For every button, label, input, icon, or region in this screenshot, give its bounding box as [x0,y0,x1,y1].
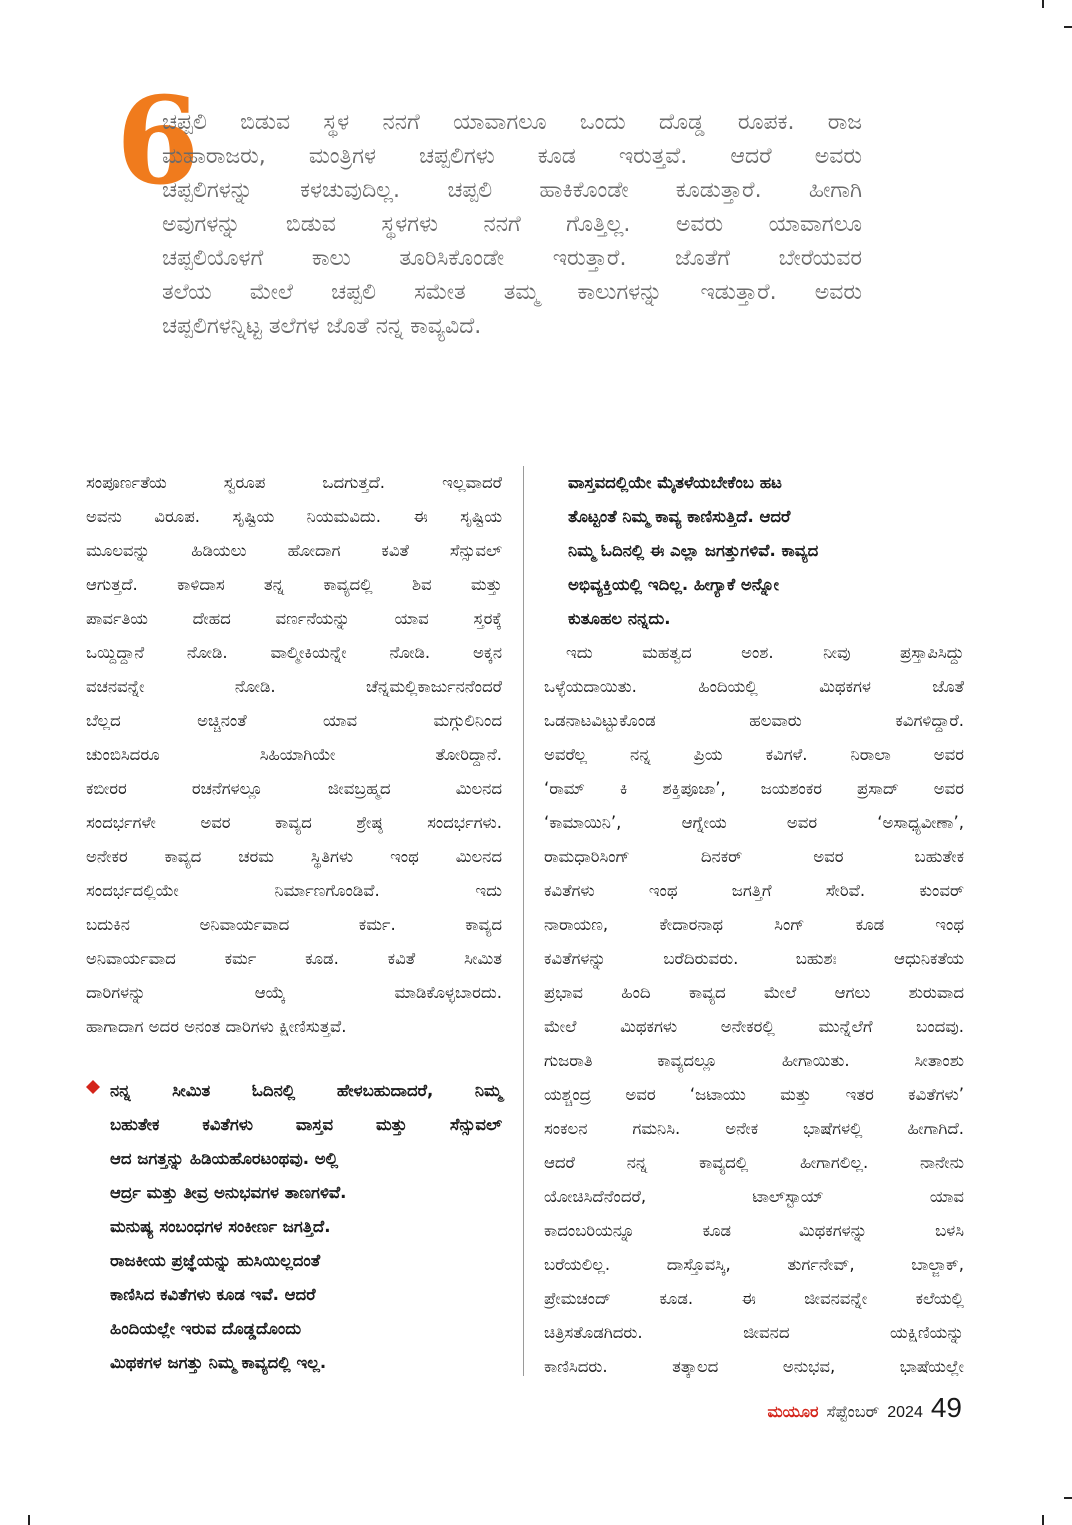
answer-line: ಆದರೆ ನನ್ನ ಕಾವ್ಯದಲ್ಲಿ ಹೀಗಾಗಲಿಲ್ಲ. ನಾನೇನು [544,1153,964,1172]
page-footer [767,1392,962,1426]
answer-line: ಅವರೆಲ್ಲ ನನ್ನ ಪ್ರಿಯ ಕವಿಗಳೆ. ನಿರಾಲಾ ಅವರ [544,745,964,764]
question-line: ಹಿಂದಿಯಲ್ಲೇ ಇರುವ ದೊಡ್ಡದೊಂದು [110,1319,302,1338]
body-line: ಅನಿವಾರ್ಯವಾದ ಕರ್ಮ ಕೂಡ. ಕವಿತೆ ಸೀಮಿತ [86,949,502,968]
page-number: 49 [930,1392,962,1423]
body-line: ದಾರಿಗಳನ್ನು ಆಯ್ಕೆ ಮಾಡಿಕೊಳ್ಳಬಾರದು. [86,983,502,1002]
answer-line: ಕವಿತೆಗಳನ್ನು ಬರೆದಿರುವರು. ಬಹುಶಃ ಆಧುನಿಕತೆಯ [544,949,964,968]
question-line: ವಾಸ್ತವದಲ್ಲಿಯೇ ಮೈತಳೆಯಬೇಕೆಂಬ ಹಟ [568,473,782,492]
body-line: ಬೆಲ್ಲದ ಅಚ್ಚಿನಂತೆ ಯಾವ ಮಗ್ಗುಲಿನಿಂದ [86,711,502,730]
answer-line: ಪ್ರಭಾವ ಹಿಂದಿ ಕಾವ್ಯದ ಮೇಲೆ ಆಗಲು ಶುರುವಾದ [544,983,964,1002]
question-line: ಬಹುತೇಕ ಕವಿತೆಗಳು ವಾಸ್ತವ ಮತ್ತು ಸೆನ್ಸುವಲ್ [110,1115,502,1134]
pull-quote-line: ಚಪ್ಪಲಿಗಳನ್ನಿಟ್ಟ ತಲೆಗಳ ಜೊತೆ ನನ್ನ ಕಾವ್ಯವಿದೆ. [162,314,482,339]
body-line: ಅನೇಕರ ಕಾವ್ಯದ ಚರಮ ಸ್ಥಿತಿಗಳು ಇಂಥ ಮಿಲನದ [86,847,502,866]
crop-mark-bottom-left [28,1515,30,1525]
question-line: ಆರ್ದ್ರ ಮತ್ತು ತೀವ್ರ ಅನುಭವಗಳ ತಾಣಗಳಿವೆ. [110,1183,347,1202]
answer-line: ಸಂಕಲನ ಗಮನಿಸಿ. ಅನೇಕ ಭಾಷೆಗಳಲ್ಲಿ ಹೀಗಾಗಿದೆ. [544,1119,964,1138]
answer-line: ಮೇಲೆ ಮಿಥಕಗಳು ಅನೇಕರಲ್ಲಿ ಮುನ್ನೆಲೆಗೆ ಬಂದವು. [544,1017,964,1036]
question-line: ಮನುಷ್ಯ ಸಂಬಂಧಗಳ ಸಂಕೀರ್ಣ ಜಗತ್ತಿದೆ. [110,1217,331,1236]
answer-line: ಯಶ್ಚಂದ್ರ ಅವರ ‘ಜಟಾಯು ಮತ್ತು ಇತರ ಕವಿತೆಗಳು’ [544,1085,964,1104]
diamond-bullet-icon [86,1080,100,1094]
body-line: ಸಂಪೂರ್ಣತೆಯ ಸ್ವರೂಪ ಒದಗುತ್ತದೆ. ಇಲ್ಲವಾದರೆ [86,473,502,492]
answer-text [544,636,964,1384]
question-line: ಕಾಣಿಸಿದ ಕವಿತೆಗಳು ಕೂಡ ಇವೆ. ಆದರೆ [110,1285,316,1304]
question-line: ನನ್ನ ಸೀಮಿತ ಓದಿನಲ್ಲಿ ಹೇಳಬಹುದಾದರೆ, ನಿಮ್ಮ [110,1081,502,1100]
question-line: ನಿಮ್ಮ ಓದಿನಲ್ಲಿ ಈ ಎಲ್ಲಾ ಜಗತ್ತುಗಳಿವೆ. ಕಾವ್ಯದ [568,541,819,560]
answer-line: ಯೋಚಿಸಿದೆನೆಂದರೆ, ಟಾಲ್‌ಸ್ಟಾಯ್ ಯಾವ [544,1187,964,1206]
answer-line: ಕಾಣಿಸಿದರು. ತತ್ಕಾಲದ ಅನುಭವ, ಭಾಷೆಯಲ್ಲೇ [544,1357,964,1376]
pull-quote-line: ಚಪ್ಪಲಿಗಳನ್ನು ಕಳಚುವುದಿಲ್ಲ. ಚಪ್ಪಲಿ ಹಾಕಿಕೊಂಡೇ ಕೂಡುತ್ತಾರೆ. ಹೀಗಾಗಿ [162,178,862,203]
question-line: ಮಿಥಕಗಳ ಜಗತ್ತು ನಿಮ್ಮ ಕಾವ್ಯದಲ್ಲಿ ಇಲ್ಲ. [110,1353,327,1372]
column-divider [523,466,524,1376]
answer-line: ಚಿತ್ರಿಸತೊಡಗಿದರು. ಜೀವನದ ಯಕ್ಷಿಣಿಯನ್ನು [544,1323,964,1342]
left-column [86,466,502,1044]
answer-line: ಬರೆಯಲಿಲ್ಲ. ದಾಸ್ತೊವಸ್ಕಿ, ತುರ್ಗನೇವ್, ಬಾಲ್ಜಾಕ್, [544,1255,964,1274]
body-line: ಚುಂಬಿಸಿದರೂ ಸಿಹಿಯಾಗಿಯೇ ತೋರಿದ್ದಾನೆ. [86,745,502,764]
answer-line: ಗುಜರಾತಿ ಕಾವ್ಯದಲ್ಲೂ ಹೀಗಾಯಿತು. ಸೀತಾಂಶು [544,1051,964,1070]
pull-quote-line: ಚಪ್ಪಲಿಯೊಳಗೆ ಕಾಲು ತೂರಿಸಿಕೊಂಡೇ ಇರುತ್ತಾರೆ. ಜೊತೆಗೆ ಬೇರೆಯವರ [162,246,862,271]
question-line: ಅಭಿವ್ಯಕ್ತಿಯಲ್ಲಿ ಇದಿಲ್ಲ. ಹೀಗ್ಯಾಕೆ ಅನ್ನೋ [568,575,780,594]
crop-mark-right-bottom [1064,1497,1072,1499]
crop-mark-bottom-right [1042,1515,1044,1525]
pull-quote-line: ತಲೆಯ ಮೇಲೆ ಚಪ್ಪಲಿ ಸಮೇತ ತಮ್ಮ ಕಾಲುಗಳನ್ನು ಇಡುತ್ತಾರೆ. ಅವರು [162,280,862,305]
issue-month: ಸೆಪ್ಟೆಂಬರ್ [826,1402,880,1421]
answer-line: ಒಳ್ಳೆಯದಾಯಿತು. ಹಿಂದಿಯಲ್ಲಿ ಮಿಥಕಗಳ ಜೊತೆ [544,677,964,696]
answer-line: ಇದು ಮಹತ್ವದ ಅಂಶ. ನೀವು ಪ್ರಸ್ತಾಪಿಸಿದ್ದು [566,643,964,662]
body-line: ಪಾರ್ವತಿಯ ದೇಹದ ವರ್ಣನೆಯನ್ನು ಯಾವ ಸ್ತರಕ್ಕೆ [86,609,502,628]
question-text [110,1074,502,1380]
answer-line: ಪ್ರೇಮಚಂದ್ ಕೂಡ. ಈ ಜೀವನವನ್ನೇ ಕಲೆಯಲ್ಲಿ [544,1289,964,1308]
pull-quote-line: ಚಪ್ಪಲಿ ಬಿಡುವ ಸ್ಥಳ ನನಗೆ ಯಾವಾಗಲೂ ಒಂದು ದೊಡ್ಡ ರೂಪಕ. ರಾಜ [162,110,862,135]
answer-line: ಒಡನಾಟವಿಟ್ಟುಕೊಂಡ ಹಲವಾರು ಕವಿಗಳಿದ್ದಾರೆ. [544,711,964,730]
body-line: ಆಗುತ್ತದೆ. ಕಾಳಿದಾಸ ತನ್ನ ಕಾವ್ಯದಲ್ಲಿ ಶಿವ ಮತ್ತು [86,575,502,594]
body-line: ಮೂಲವನ್ನು ಹಿಡಿಯಲು ಹೋದಾಗ ಕವಿತೆ ಸೆನ್ಸುವಲ್ [86,541,502,560]
answer-line: ರಾಮಧಾರಿಸಿಂಗ್ ದಿನಕರ್ ಅವರ ಬಹುತೇಕ [544,847,964,866]
body-line: ಒಯ್ದಿದ್ದಾನೆ ನೋಡಿ. ವಾಲ್ಮೀಕಿಯನ್ನೇ ನೋಡಿ. ಅಕ್ಕನ [86,643,502,662]
answer-line: ನಾರಾಯಣ, ಕೇದಾರನಾಥ ಸಿಂಗ್ ಕೂಡ ಇಂಥ [544,915,964,934]
body-line: ಸಂದರ್ಭಗಳೇ ಅವರ ಕಾವ್ಯದ ಶ್ರೇಷ್ಠ ಸಂದರ್ಭಗಳು. [86,813,502,832]
crop-mark-top [1042,0,1044,8]
answer-line: ‘ರಾಮ್ ಕಿ ಶಕ್ತಿಪೂಜಾ’, ಜಯಶಂಕರ ಪ್ರಸಾದ್ ಅವರ [544,779,964,798]
body-line: ಕಬೀರರ ರಚನೆಗಳಲ್ಲೂ ಜೀವಬ್ರಹ್ಮದ ಮಿಲನದ [86,779,502,798]
right-column [544,466,964,1384]
pull-quote-line: ಅವುಗಳನ್ನು ಬಿಡುವ ಸ್ಥಳಗಳು ನನಗೆ ಗೊತ್ತಿಲ್ಲ. ಅವರು ಯಾವಾಗಲೂ [162,212,862,237]
crop-mark-right-top [1064,26,1072,28]
question-line: ರಾಜಕೀಯ ಪ್ರಜ್ಞೆಯನ್ನು ಹುಸಿಯಿಲ್ಲದಂತೆ [110,1251,321,1270]
answer-line: ‘ಕಾಮಾಯಿನಿ’, ಆಗ್ನೇಯ ಅವರ ‘ಅಸಾಧ್ಯವೀಣಾ’, [544,813,964,832]
body-line: ಹಾಗಾದಾಗ ಅದರ ಅನಂತ ದಾರಿಗಳು ಕ್ಷೀಣಿಸುತ್ತವೆ. [86,1017,347,1036]
magazine-logo: ಮಯೂರ [767,1402,819,1421]
answer-line: ಕವಿತೆಗಳು ಇಂಥ ಜಗತ್ತಿಗೆ ಸೇರಿವೆ. ಕುಂವರ್ [544,881,964,900]
question-continuation [544,466,964,636]
question-line: ತೊಟ್ಟಂತೆ ನಿಮ್ಮ ಕಾವ್ಯ ಕಾಣಿಸುತ್ತಿದೆ. ಆದರೆ [568,507,791,526]
question-line: ಕುತೂಹಲ ನನ್ನದು. [568,609,671,628]
answer-line: ಕಾದಂಬರಿಯನ್ನೂ ಕೂಡ ಮಿಥಕಗಳನ್ನು ಬಳಸಿ [544,1221,964,1240]
pull-quote-text [162,106,862,344]
issue-year: 2024 [887,1404,923,1421]
body-line: ಸಂದರ್ಭದಲ್ಲಿಯೇ ನಿರ್ಮಾಣಗೊಂಡಿವೆ. ಇದು [86,881,502,900]
body-line: ವಚನವನ್ನೇ ನೋಡಿ. ಚೆನ್ನಮಲ್ಲಿಕಾರ್ಜುನನೆಂದರೆ [86,677,502,696]
body-line: ಅವನು ವಿರೂಪ. ಸೃಷ್ಟಿಯ ನಿಯಮವಿದು. ಈ ಸೃಷ್ಟಿಯ [86,507,502,526]
body-line: ಬದುಕಿನ ಅನಿವಾರ್ಯವಾದ ಕರ್ಮ. ಕಾವ್ಯದ [86,915,502,934]
question-line: ಆದ ಜಗತ್ತನ್ನು ಹಿಡಿಯಹೊರಟಂಥವು. ಅಲ್ಲಿ [110,1149,339,1168]
quote-mark-icon: 6 [116,71,200,212]
pull-quote-line: ಮಹಾರಾಜರು, ಮಂತ್ರಿಗಳ ಚಪ್ಪಲಿಗಳು ಕೂಡ ಇರುತ್ತವೆ. ಆದರೆ ಅವರು [162,144,862,169]
